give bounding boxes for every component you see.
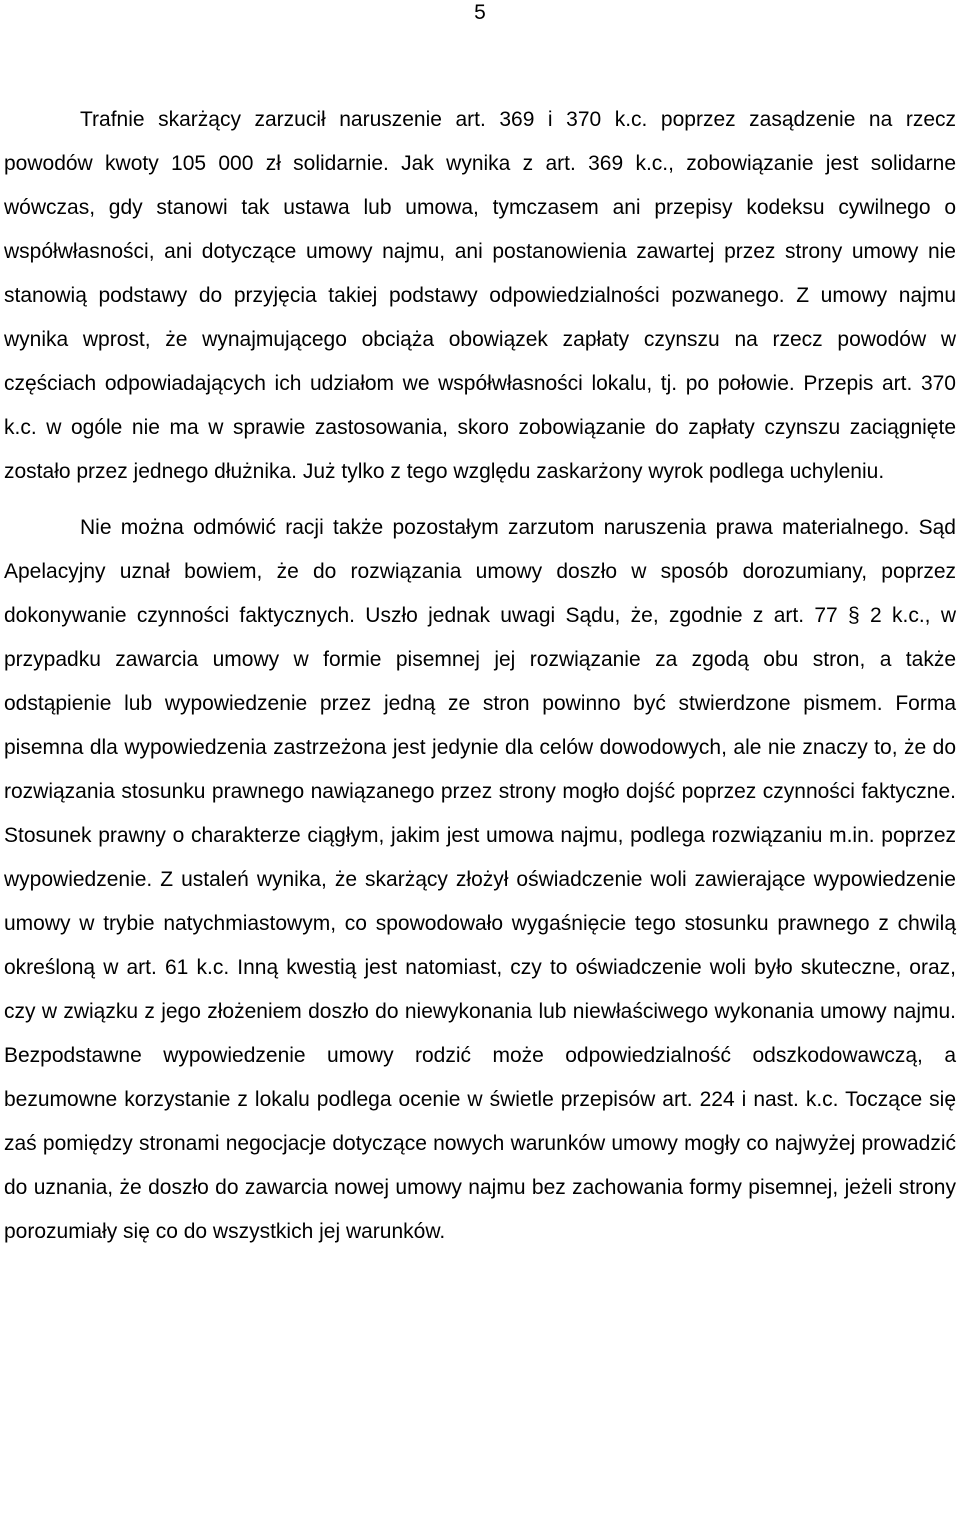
paragraph-2: Nie można odmówić racji także pozostałym zarzutom naruszenia prawa materialnego. Sąd Apelacyjny uznał bowiem, że do rozwiązania umowy doszło w sposób dorozumiany, poprzez dokonywanie czynności faktycznych. Uszło jednak uwagi Sądu, że, zgodnie z art. 77 § 2 k.c., w przypadku zawarcia umowy w formie pisemnej jej rozwiązanie za zgodą obu stron, a także odstąpienie lub wypowiedzenie przez jedną ze stron powinno być stwierdzone pismem. Forma pisemna dla wypowiedzenia zastrzeżona jest jedynie dla celów dowodowych, ale nie znaczy to, że do rozwiązania stosunku prawnego nawiązanego przez strony mogło dojść poprzez czynności faktyczne. Stosunek prawny o charakterze ciągłym, jakim jest umowa najmu, podlega rozwiązaniu m.in. poprzez wypowiedzenie. Z ustaleń wynika, że skarżący złożył oświadczenie woli zawierające wypowiedzenie umowy w trybie natychmiastowym, co spowodowało wygaśnięcie tego stosunku prawnego z chwilą określoną w art. 61 k.c. Inną kwestią jest natomiast, czy to oświadczenie woli było skuteczne, oraz, czy w związku z jego złożeniem doszło do niewykonania lub niewłaściwego wykonania umowy najmu. Bezpodstawne wypowiedzenie umowy rodzić może odpowiedzialność odszkodowawczą, a bezumowne korzystanie z lokalu podlega ocenie w świetle przepisów art. 224 i nast. k.c. Toczące się zaś pomiędzy stronami negocjacje dotyczące nowych warunków umowy mogły co najwyżej prowadzić do uznania, że doszło do zawarcia nowej umowy najmu bez zachowania formy pisemnej, jeżeli strony porozumiały się co do wszystkich jej warunków. [4,516,956,1243]
document-body [4,98,956,1254]
page-number: 5 [474,1,486,24]
paragraph-1: Trafnie skarżący zarzucił naruszenie art. 369 i 370 k.c. poprzez zasądzenie na rzecz powodów kwoty 105 000 zł solidarnie. Jak wynika z art. 369 k.c., zobowiązanie jest solidarne wówczas, gdy stanowi tak ustawa lub umowa, tymczasem ani przepisy kodeksu cywilnego o współwłasności, ani dotyczące umowy najmu, ani postanowienia zawartej przez strony umowy nie stanowią podstawy do przyjęcia takiej podstawy odpowiedzialności pozwanego. Z umowy najmu wynika wprost, że wynajmującego obciąża obowiązek zapłaty czynszu na rzecz powodów w częściach odpowiadających ich udziałom we współwłasności lokalu, tj. po połowie. Przepis art. 370 k.c. w ogóle nie ma w sprawie zastosowania, skoro zobowiązanie do zapłaty czynszu zaciągnięte zostało przez jednego dłużnika. Już tylko z tego względu zaskarżony wyrok podlega uchyleniu. [4,108,956,483]
